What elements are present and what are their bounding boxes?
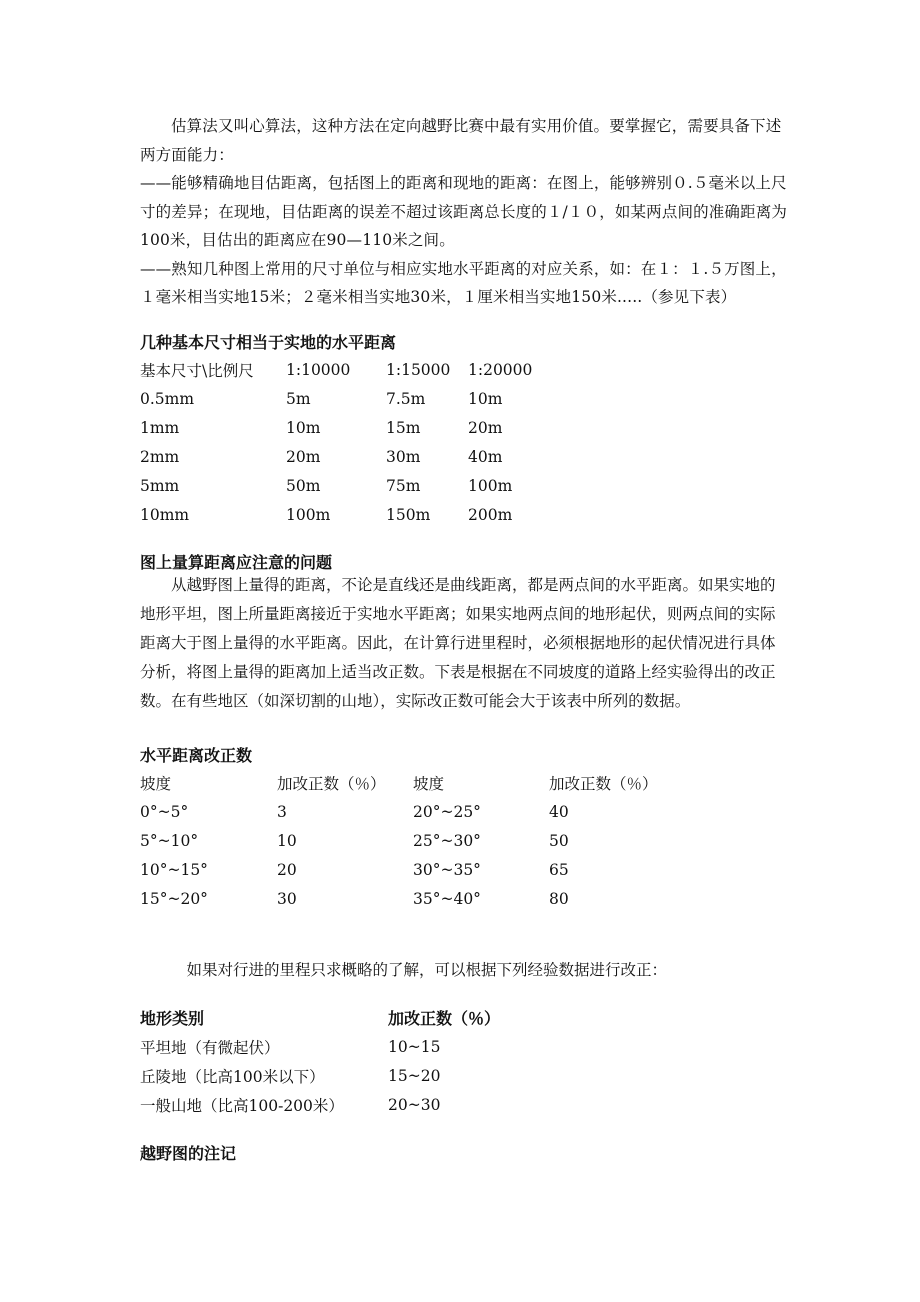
section2-body: 从越野图上量得的距离，不论是直线还是曲线距离，都是两点间的水平距离。如果实地的地形平坦，图上所量距离接近于实地水平距离；如果实地两点间的地形起伏，则两点间的实际距离大于图上量得的水平距离。因此，在计算行进里程时，必须根据地形的起伏情况进行具体分析，将图上量得的距离加上适当改正数。下表是根据在不同坡度的道路上经实验得出的改正数。在有些地区（如深切割的山地），实际改正数可能会大于该表中所列的数据。: [140, 576, 776, 710]
table2-title: 水平距离改正数: [140, 746, 253, 765]
table-cell: 50m: [286, 476, 321, 495]
table-cell: 20°~25°: [413, 802, 481, 821]
intro-paragraph-3: ——熟知几种图上常用的尺寸单位与相应实地水平距离的对应关系，如：在１：１.５万图上，１毫米相当实地15米；２毫米相当实地30米，１厘米相当实地150米.....（参见下表）: [140, 259, 787, 306]
table-header-cell: 加改正数（％）: [277, 774, 386, 793]
table1-title: 几种基本尺寸相当于实地的水平距离: [140, 333, 397, 352]
table-row: [140, 1090, 548, 1119]
table-header-cell: 1:10000: [286, 360, 351, 379]
table-cell: 20~30: [388, 1095, 441, 1114]
scale-distance-table: [140, 355, 568, 529]
table-cell: 丘陵地（比高100米以下）: [140, 1067, 325, 1086]
table-cell: 150m: [386, 505, 431, 524]
table-cell: 3: [277, 802, 287, 821]
table-cell: 一般山地（比高100-200米）: [140, 1096, 344, 1115]
table-header-cell: 1:20000: [468, 360, 533, 379]
intro-paragraph-1: 估算法又叫心算法，这种方法在定向越野比赛中最有实用价值。要掌握它，需要具备下述两方面能力：: [140, 117, 782, 164]
table-row: [140, 797, 679, 826]
table-header-row: [140, 1003, 548, 1032]
table-cell: 40m: [468, 447, 503, 466]
table-cell: 65: [549, 860, 569, 879]
table-row: [140, 471, 568, 500]
table-cell: 10°~15°: [140, 860, 208, 879]
table-header-cell: 基本尺寸\比例尺: [140, 361, 254, 380]
table-row: [140, 1032, 548, 1061]
table-cell: 10m: [468, 389, 503, 408]
table-cell: 75m: [386, 476, 421, 495]
table-cell: 15°~20°: [140, 889, 208, 908]
table-cell: 20: [277, 860, 297, 879]
table-cell: 10: [277, 831, 297, 850]
table-row: [140, 855, 679, 884]
table-header-cell: 加改正数（％）: [388, 1009, 501, 1028]
table-cell: 30°~35°: [413, 860, 481, 879]
table-row: [140, 884, 679, 913]
table-cell: 35°~40°: [413, 889, 481, 908]
table-cell: 1mm: [140, 418, 180, 437]
table-cell: 2mm: [140, 447, 180, 466]
table-header-cell: 地形类别: [140, 1009, 205, 1028]
slope-correction-table: [140, 768, 679, 913]
table-cell: 平坦地（有微起伏）: [140, 1038, 280, 1057]
intro-section: [140, 112, 790, 312]
table-header-cell: 加改正数（％）: [549, 774, 658, 793]
table-row: [140, 413, 568, 442]
table-row: [140, 826, 679, 855]
table-cell: 5mm: [140, 476, 180, 495]
table-cell: 15m: [386, 418, 421, 437]
table-cell: 10m: [286, 418, 321, 437]
table-cell: 100m: [286, 505, 331, 524]
section4-title: 越野图的注记: [140, 1144, 237, 1163]
table-cell: 0°~5°: [140, 802, 189, 821]
table-cell: 30m: [386, 447, 421, 466]
table-header-cell: 1:15000: [386, 360, 451, 379]
table-cell: 40: [549, 802, 569, 821]
table-cell: 0.5mm: [140, 389, 195, 408]
table-cell: 7.5m: [386, 389, 426, 408]
table-header-row: [140, 768, 679, 797]
table-header-cell: 坡度: [413, 774, 445, 793]
table-header-row: [140, 355, 568, 384]
terrain-correction-table: [140, 1003, 548, 1119]
table-cell: 25°~30°: [413, 831, 481, 850]
table-cell: 30: [277, 889, 297, 908]
table-cell: 10mm: [140, 505, 190, 524]
table-cell: 20m: [286, 447, 321, 466]
table-cell: 5°~10°: [140, 831, 199, 850]
table-cell: 50: [549, 831, 569, 850]
table-cell: 10~15: [388, 1037, 441, 1056]
table-cell: 200m: [468, 505, 513, 524]
section2-title: 图上量算距离应注意的问题: [140, 553, 333, 572]
table-cell: 20m: [468, 418, 503, 437]
table-row: [140, 1061, 548, 1090]
approximate-note: 如果对行进的里程只求概略的了解，可以根据下列经验数据进行改正：: [186, 961, 668, 979]
table-cell: 100m: [468, 476, 513, 495]
table-cell: 15~20: [388, 1066, 441, 1085]
intro-paragraph-2: ——能够精确地目估距离，包括图上的距离和现地的距离：在图上，能够辨别０.５毫米以上尺寸的差异；在现地，目估距离的误差不超过该距离总长度的１/１０，如某两点间的准确距离为100米，目估出的距离应在90—110米之间。: [140, 174, 788, 249]
table-cell: 5m: [286, 389, 311, 408]
table-row: [140, 442, 568, 471]
table-cell: 80: [549, 889, 569, 908]
table-row: [140, 500, 568, 529]
table-row: [140, 384, 568, 413]
table-header-cell: 坡度: [140, 774, 172, 793]
